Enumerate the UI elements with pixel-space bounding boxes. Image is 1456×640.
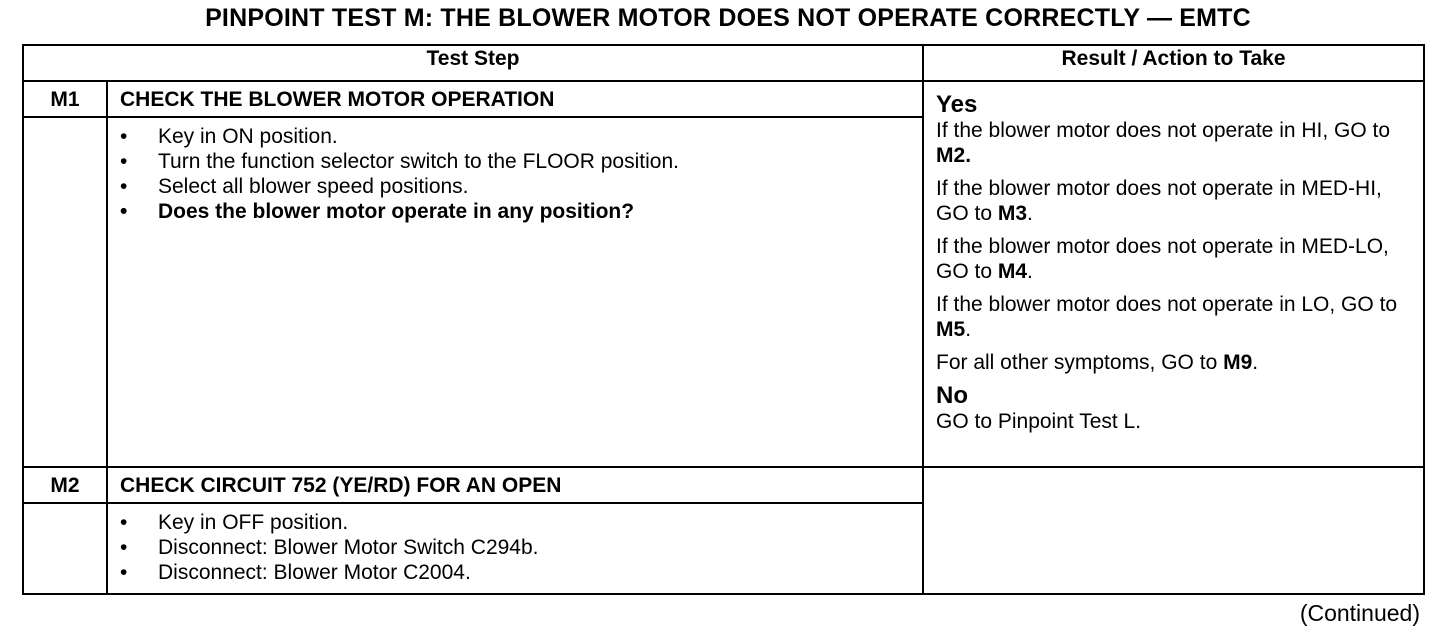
- bullet-icon: •: [120, 200, 128, 223]
- list-item: • Key in ON position.: [120, 125, 338, 148]
- no-label: No: [936, 382, 968, 409]
- step-id: M1: [23, 81, 107, 117]
- bullet-icon: •: [120, 150, 128, 173]
- list-item: • Key in OFF position.: [120, 511, 349, 534]
- header-test-step: Test Step: [23, 45, 923, 81]
- step-body: [107, 503, 923, 594]
- step-title: CHECK CIRCUIT 752 (YE/RD) FOR AN OPEN: [107, 467, 923, 503]
- step-ref: M3: [997, 202, 1028, 225]
- bullet-icon: •: [120, 561, 128, 584]
- list-item: • Turn the function selector switch to the FLOOR position.: [120, 150, 679, 173]
- bullet-icon: •: [120, 175, 128, 198]
- step-m2-result: [923, 467, 1424, 594]
- list-item: • Does the blower motor operate in any position?: [120, 200, 635, 223]
- list-item: • Disconnect: Blower Motor Switch C294b.: [120, 536, 539, 559]
- result-item: For all other symptoms, GO to M9.: [936, 351, 1259, 374]
- list-item: • Select all blower speed positions.: [120, 175, 469, 198]
- step-id-spacer: [23, 117, 107, 467]
- result-item: If the blower motor does not operate in LO, GO to M5.: [936, 293, 1398, 341]
- step-ref: M9: [1223, 351, 1253, 374]
- result-item: If the blower motor does not operate in MED-HI, GO to M3.: [936, 177, 1382, 225]
- pinpoint-test-table: [22, 44, 1425, 595]
- yes-label: Yes: [936, 91, 978, 118]
- page-title: PINPOINT TEST M: THE BLOWER MOTOR DOES NOT OPERATE CORRECTLY — EMTC: [205, 4, 1251, 32]
- step-m2-title-row: [23, 467, 1424, 503]
- continued-note: (Continued): [1299, 600, 1420, 626]
- step-ref: M5: [936, 318, 966, 341]
- step-id: M2: [23, 467, 107, 503]
- step-ref: M2: [936, 144, 966, 167]
- step-bullet-list: [108, 510, 922, 585]
- step-body: [107, 117, 923, 467]
- step-bullet-list: [108, 124, 922, 224]
- table-header-row: [23, 45, 1424, 81]
- step-title: CHECK THE BLOWER MOTOR OPERATION: [107, 81, 923, 117]
- bullet-icon: •: [120, 536, 128, 559]
- header-result-action: Result / Action to Take: [923, 45, 1424, 81]
- step-m1-result: [923, 81, 1424, 467]
- step-m1-title-row: [23, 81, 1424, 117]
- step-ref: M4: [997, 260, 1028, 283]
- bullet-icon: •: [120, 511, 128, 534]
- step-id-spacer: [23, 503, 107, 594]
- result-item: GO to Pinpoint Test L.: [936, 410, 1142, 433]
- list-item: • Disconnect: Blower Motor C2004.: [120, 561, 471, 584]
- bullet-icon: •: [120, 125, 128, 148]
- result-item: If the blower motor does not operate in MED-LO, GO to M4.: [936, 235, 1389, 283]
- result-item: If the blower motor does not operate in HI, GO to M2.: [936, 119, 1391, 167]
